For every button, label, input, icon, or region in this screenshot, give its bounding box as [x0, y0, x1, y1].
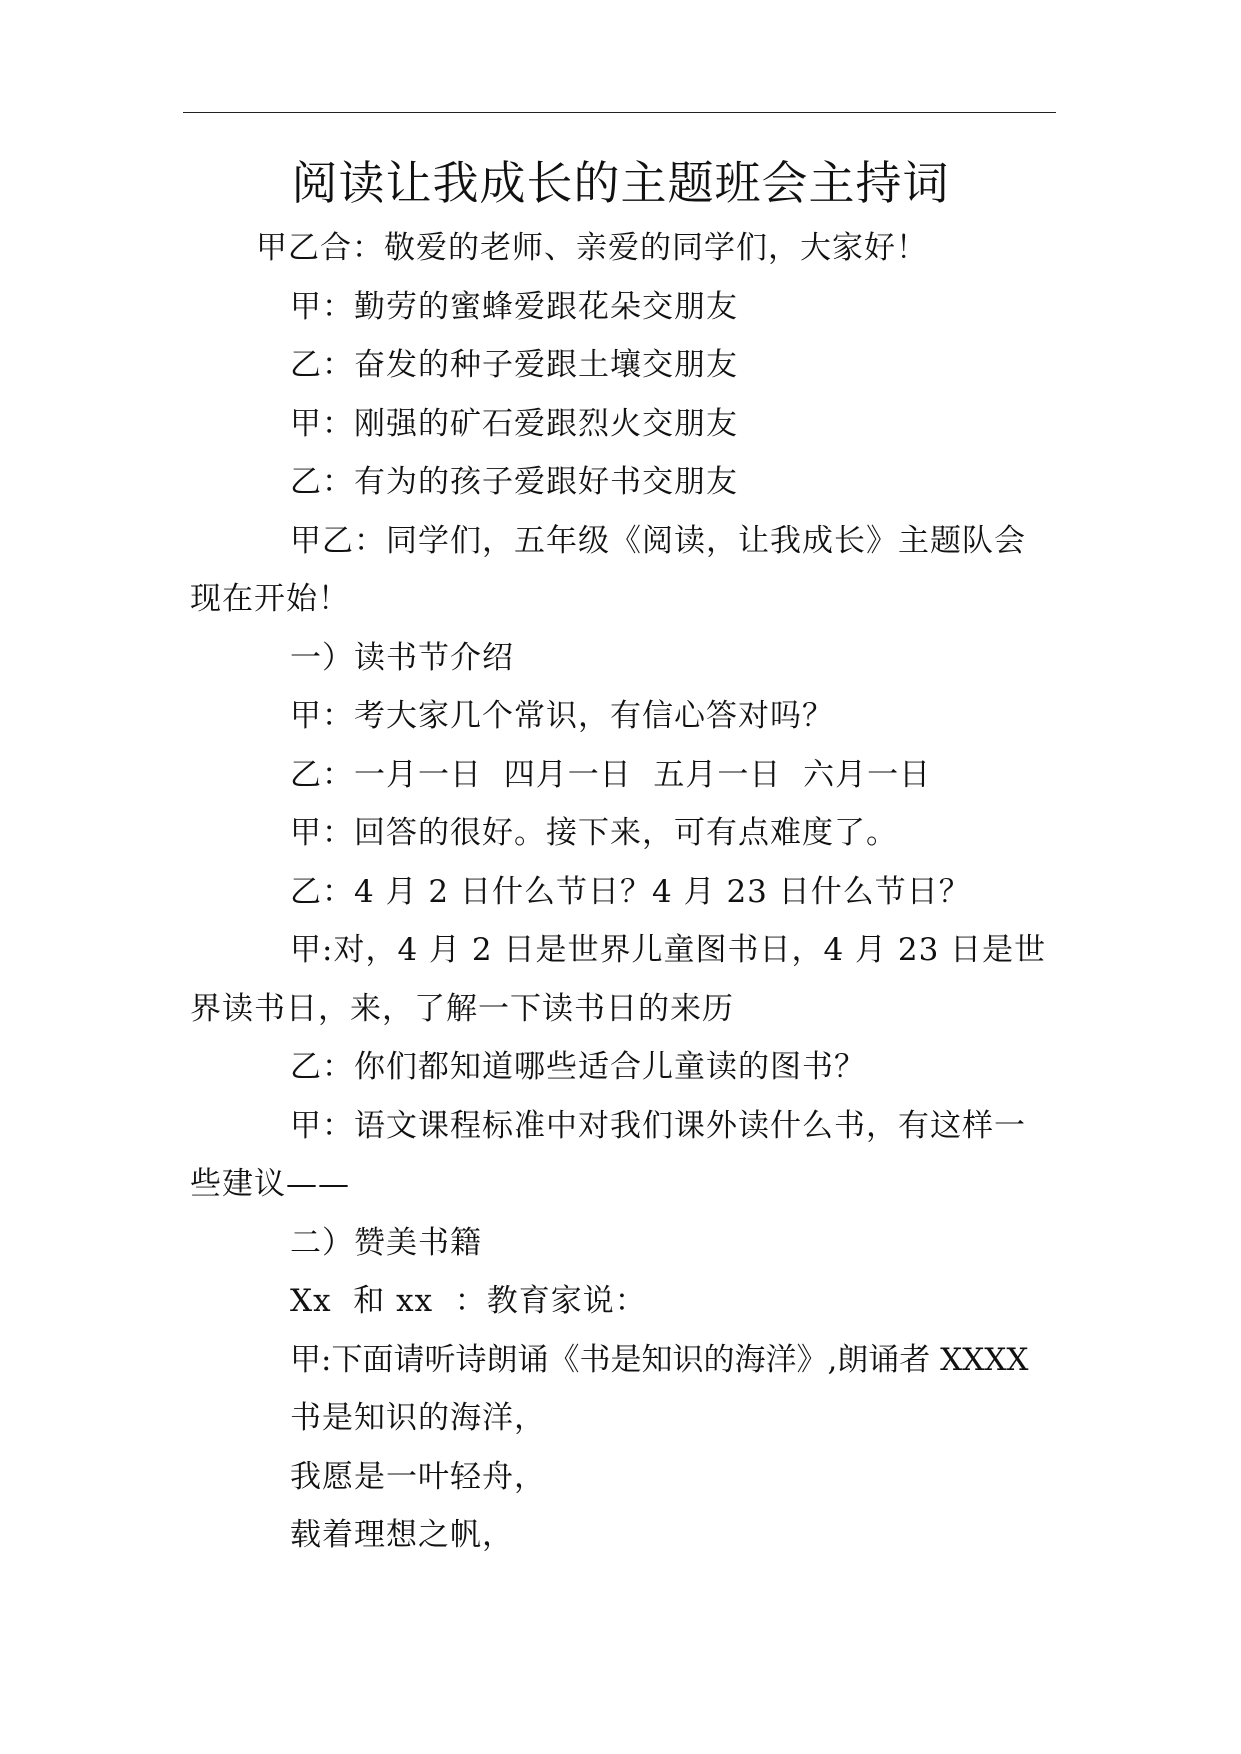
poem-line: 我愿是一叶轻舟，: [290, 1458, 546, 1495]
dialogue-line: 乙：奋发的种子爱跟土壤交朋友: [290, 347, 738, 383]
dialogue-line: 甲:对，4 月 2 日是世界儿童图书日，4 月 23 日是世: [290, 932, 1047, 968]
dialogue-line: 甲：勤劳的蜜蜂爱跟花朵交朋友: [290, 288, 738, 325]
dialogue-line: 乙：有为的孩子爱跟好书交朋友: [290, 464, 738, 500]
dialogue-line: 甲乙：同学们，五年级《阅读，让我成长》主题队会: [290, 522, 1026, 559]
opening-line: 甲乙合：敬爱的老师、亲爱的同学们，大家好！: [256, 230, 928, 266]
dialogue-line: 乙：你们都知道哪些适合儿童读的图书？: [290, 1049, 866, 1085]
dialogue-line: 甲：语文课程标准中对我们课外读什么书，有这样一: [290, 1107, 1026, 1144]
dialogue-line: 乙：4 月 2 日什么节日？4 月 23 日什么节日？: [290, 873, 971, 910]
document-title: 阅读让我成长的主题班会主持词: [291, 156, 950, 210]
dialogue-line: 甲：考大家几个常识，有信心答对吗？: [290, 698, 834, 734]
dialogue-line-continued: 界读书日，来，了解一下读书日的来历: [190, 990, 734, 1027]
dialogue-line-continued: 些建议——: [190, 1166, 350, 1202]
poem-line: 书是知识的海洋，: [290, 1400, 546, 1436]
dialogue-line: 甲：回答的很好。接下来，可有点难度了。: [290, 815, 898, 851]
dialogue-line-continued: 现在开始！: [190, 581, 350, 617]
dialogue-line: 甲:下面请听诗朗诵《书是知识的海洋》,朗诵者 XXXX: [290, 1341, 1029, 1378]
section-heading: 二）赞美书籍: [290, 1224, 482, 1261]
poem-line: 载着理想之帆，: [290, 1517, 514, 1553]
section-heading: 一）读书节介绍: [290, 639, 514, 676]
document-body: [190, 219, 1060, 1565]
dialogue-line: 乙：一月一日 四月一日 五月一日 六月一日: [290, 756, 932, 793]
dialogue-line: 甲：刚强的矿石爱跟烈火交朋友: [290, 405, 738, 442]
dialogue-line: Xx 和 xx ：教育家说：: [290, 1283, 647, 1319]
header-rule: [183, 112, 1056, 113]
